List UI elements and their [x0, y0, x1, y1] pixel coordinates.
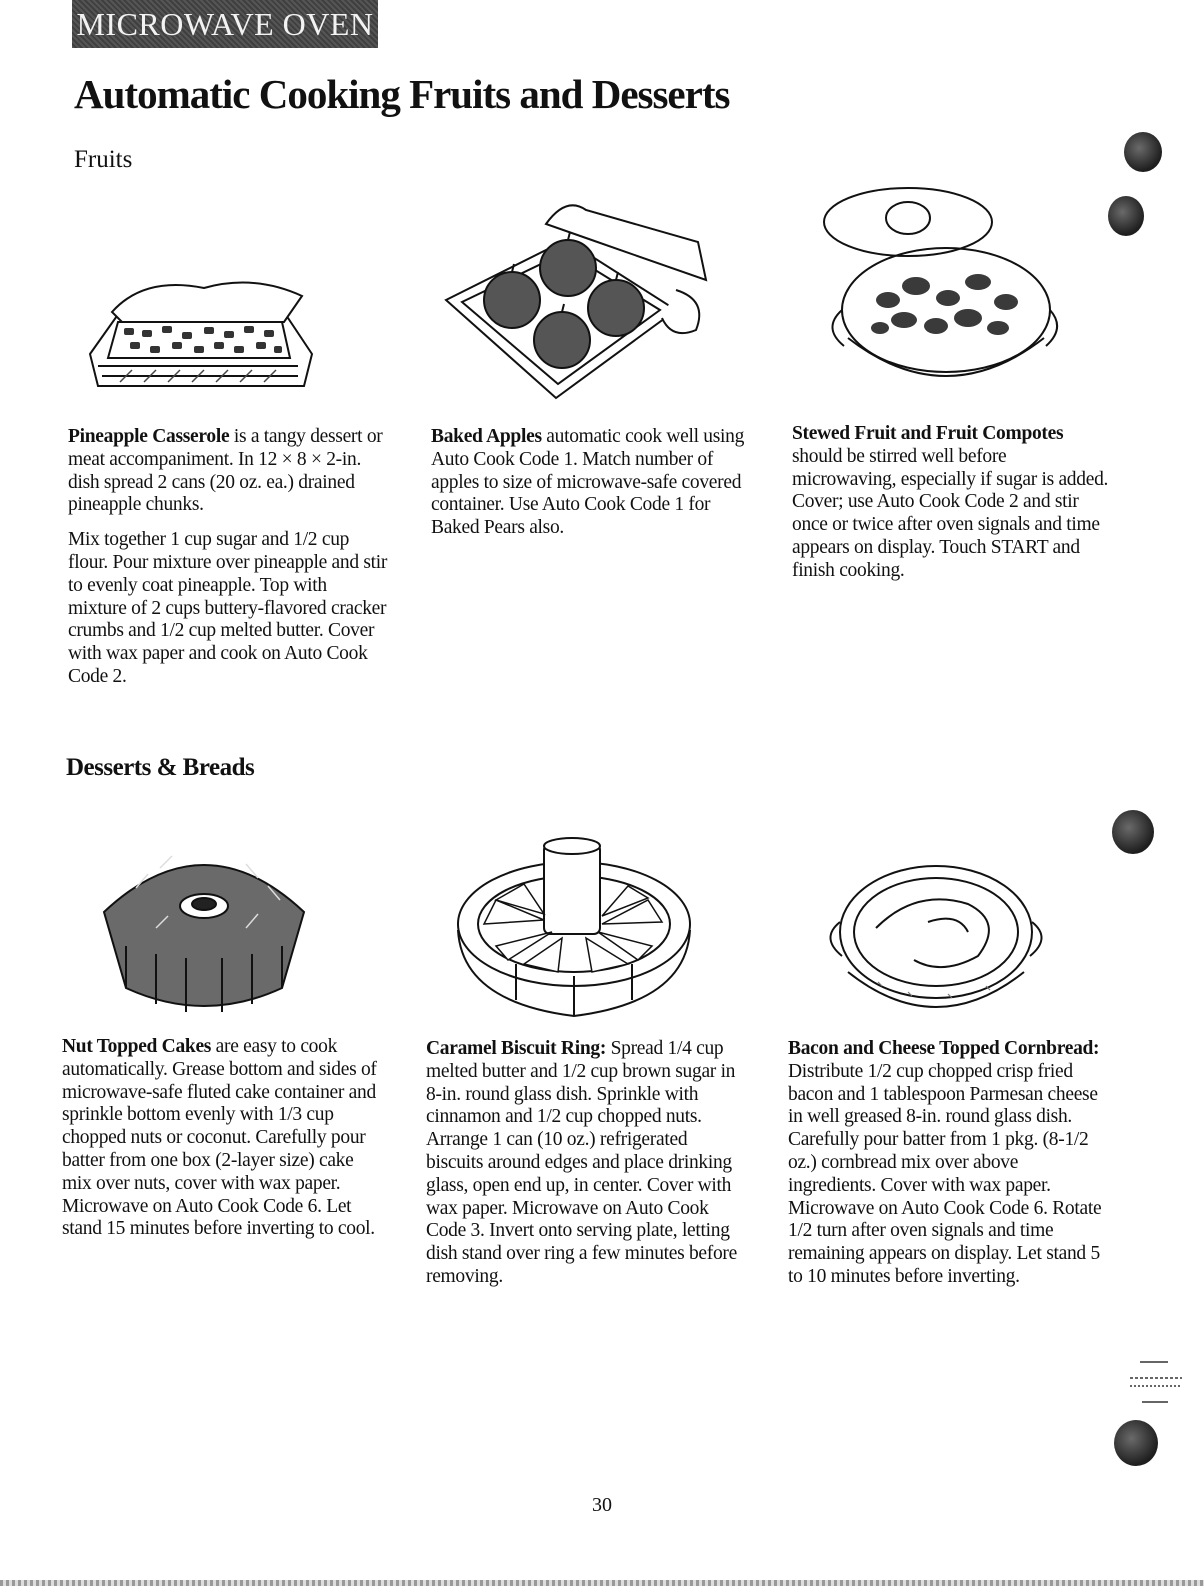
pineapple-casserole-text: [68, 426, 388, 701]
binder-hole-dot: [1114, 1420, 1158, 1466]
nut-topped-cake-illustration: [96, 828, 312, 1022]
binder-hole-dot: [1108, 196, 1144, 236]
caramel-biscuit-ring-illustration: [452, 834, 696, 1022]
recipe-description: is a tangy dessert or meat accompaniment. In 12 × 8 × 2-in. dish spread 2 cans (20 oz. ea.) drained pineapple chunks.: [68, 426, 383, 516]
desserts-heading: Desserts & Breads: [66, 754, 255, 781]
bacon-cheese-cornbread-text: [788, 1038, 1108, 1301]
recipe-description: Mix together 1 cup sugar and 1/2 cup flour. Pour mixture over pineapple and stir to evenly coat pineapple. Top with mixture of 2 cups buttery-flavored cracker crumbs and 1/2 cup melted butter. Cover with wax paper and cook on Auto Cook Code 2.: [68, 529, 388, 687]
binder-hole-dot: [1112, 810, 1154, 854]
nut-topped-cakes-text: [62, 1036, 382, 1253]
recipe-name: Caramel Biscuit Ring:: [426, 1038, 607, 1059]
pineapple-casserole-illustration: [84, 266, 316, 408]
recipe-description: are easy to cook automatically. Grease bottom and sides of microwave-safe fluted cake container and sprinkle bottom evenly with 1/3 cup chopped nuts or coconut. Carefully pour batter from one box (2-layer size) cake mix over nuts, cover with wax paper. Microwave on Auto Cook Code 6. Let stand 15 minutes before inverting to cool.: [62, 1036, 377, 1240]
stewed-fruit-text: [792, 423, 1110, 595]
caramel-biscuit-ring-text: [426, 1038, 744, 1301]
recipe-description: should be stirred well before microwaving, especially if sugar is added. Cover; use Auto Cook Code 2 and stir once or twice after oven signals and time appears on display. Touch START and finish cooking.: [792, 445, 1109, 581]
recipe-name: Stewed Fruit and Fruit Compotes: [792, 423, 1064, 444]
binder-hole-dot: [1124, 132, 1162, 172]
scan-edge-rule: [0, 1580, 1204, 1586]
recipe-name: Nut Topped Cakes: [62, 1036, 212, 1057]
baked-apples-text: [431, 426, 751, 552]
page-number: 30: [592, 1494, 612, 1516]
page-title: Automatic Cooking Fruits and Desserts: [74, 71, 730, 117]
recipe-description: Distribute 1/2 cup chopped crisp fried bacon and 1 tablespoon Parmesan cheese in well greased 8-in. round glass dish. Carefully pour batter from 1 pkg. (8-1/2 oz.) cornbread mix over above ingredients. Cover with wax paper. Microwave on Auto Cook Code 6. Rotate 1/2 turn after oven signals and time remaining appears on display. Let stand 5 to 10 minutes before inverting.: [788, 1060, 1102, 1287]
section-banner: MICROWAVE OVEN: [72, 0, 378, 48]
baked-apples-illustration: [436, 190, 728, 412]
recipe-name: Bacon and Cheese Topped Cornbread:: [788, 1038, 1100, 1059]
scan-artifact: [1128, 1358, 1184, 1408]
cornbread-illustration: [818, 852, 1054, 1024]
recipe-description: automatic cook well using Auto Cook Code 1. Match number of apples to size of microwave-safe covered container. Use Auto Cook Code 1 for Baked Pears also.: [431, 426, 745, 539]
recipe-name: Pineapple Casserole: [68, 426, 230, 447]
recipe-description: Spread 1/4 cup melted butter and 1/2 cup brown sugar in 8-in. round glass dish. Sprinkle with cinnamon and 1/2 cup chopped nuts. Arrange 1 can (10 oz.) refrigerated biscuits around edges and place drinking glass, open end up, in center. Cover with wax paper. Microwave on Auto Cook Code 3. Invert onto serving plate, letting dish stand over ring a few minutes before removing.: [426, 1038, 737, 1287]
stewed-fruit-illustration: [818, 178, 1064, 410]
fruits-heading: Fruits: [74, 146, 133, 173]
recipe-name: Baked Apples: [431, 426, 542, 447]
